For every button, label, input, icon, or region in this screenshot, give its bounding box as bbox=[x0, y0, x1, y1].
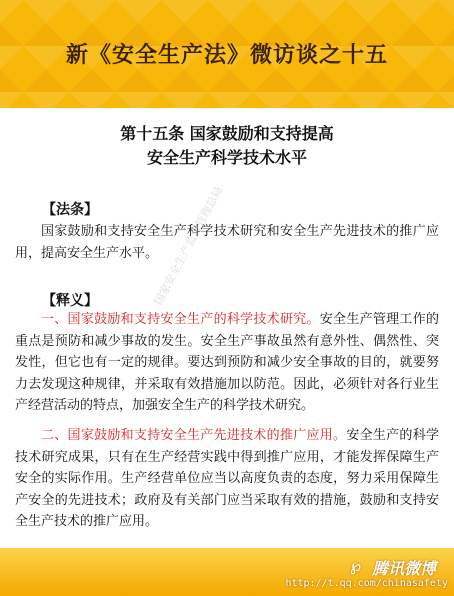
point2-heading: 二、国家鼓励和支持安全生产先进技术的推广应用。 bbox=[41, 428, 347, 443]
watermark-text: 国家安全生产监督管理总局 bbox=[151, 184, 226, 308]
weibo-logo-text[interactable]: 腾讯微博 bbox=[371, 559, 436, 578]
interpretation-point-1 bbox=[15, 309, 439, 417]
point1-heading: 一、国家鼓励和支持安全生产的科学技术研究。 bbox=[41, 312, 320, 327]
interpretation-point-2 bbox=[15, 425, 439, 533]
weibo-url-link[interactable]: http://t.qq.com/chinasafety bbox=[285, 578, 448, 589]
weibo-icon: ℘ bbox=[350, 556, 362, 575]
interpretation-section-label: 【释义】 bbox=[42, 293, 98, 309]
point1-body: 安全生产管理工作的重点是预防和减少事故的发生。安全生产事故虽然有意外性、偶然性、突发性，但它也有一定的规律。要达到预防和减少安全事故的目的，就要努力去发现这种规律，并采取有效措施加以防范。因此，必须针对各行业生产经营活动的特点，加强安全生产的科学技术研究。 bbox=[15, 312, 439, 413]
article-heading-line2: 安全生产科学技术水平 bbox=[146, 148, 307, 167]
banner-title: 新《安全生产法》微访谈之十五 bbox=[65, 42, 388, 68]
point2-body: 安全生产的科学技术研究成果，只有在生产经营实践中得到推广应用，才能发挥保障生产安全的实际作用。生产经营单位应当以高度负责的态度，努力采用保障生产安全的先进技术；政府及有关部门应当采取有效的措施，鼓励和支持安全生产技术的推广应用。 bbox=[15, 428, 439, 529]
article-heading-line1: 第十五条 国家鼓励和支持提高 bbox=[120, 124, 334, 143]
law-text: 国家鼓励和支持安全生产科学技术研究和安全生产先进技术的推广应用，提高安全生产水平。 bbox=[15, 224, 439, 261]
law-section-label: 【法条】 bbox=[42, 202, 98, 218]
